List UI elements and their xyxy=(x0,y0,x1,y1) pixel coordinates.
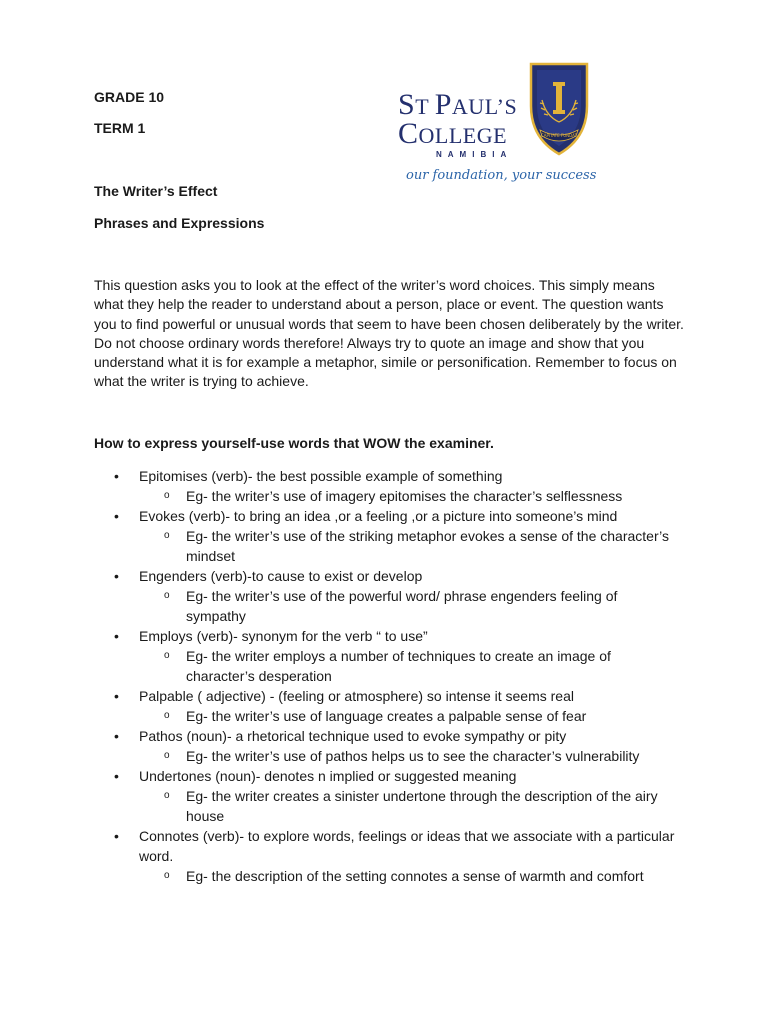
section-heading: How to express yourself-use words that WOW the examiner. xyxy=(94,435,494,451)
item-term: Palpable ( adjective) - (feeling or atmosphere) so intense it seems real xyxy=(139,688,574,704)
crest-motto: CAPITATE FUNDAT xyxy=(540,133,578,138)
item-term: Engenders (verb)-to cause to exist or develop xyxy=(139,568,423,584)
circle-bullet-icon: o xyxy=(164,790,170,801)
bullet-icon: • xyxy=(114,468,119,484)
item-example: Eg- the writer employs a number of techniques to create an image of character’s desperation xyxy=(186,648,611,684)
school-crest-icon xyxy=(528,60,590,156)
sub-item xyxy=(0,486,768,506)
circle-bullet-icon: o xyxy=(164,490,170,501)
item-term: Evokes (verb)- to bring an idea ,or a feeling ,or a picture into someone’s mind xyxy=(139,508,618,524)
sub-item xyxy=(0,746,768,766)
list-item xyxy=(0,826,768,886)
document-subtitle: Phrases and Expressions xyxy=(94,215,265,231)
term-heading: TERM 1 xyxy=(94,120,146,136)
sub-item xyxy=(0,586,768,626)
grade-heading: GRADE 10 xyxy=(94,89,165,105)
list-item xyxy=(0,566,768,626)
logo-name-line2: COLLEGE xyxy=(398,117,508,150)
bullet-icon: • xyxy=(114,508,119,524)
intro-paragraph: This question asks you to look at the effect of the writer’s word choices. This simply means what they help the reader to understand about a person, place or event. The question wants you to find powerful or unusual words that seem to have been chosen deliberately by the writer. Do not choose ordinary words therefore! Always try to quote an image and show that you understand what it is for example a metaphor, simile or personification. Remember to focus on what the writer is trying to achieve. xyxy=(94,277,684,390)
item-term: Epitomises (verb)- the best possible example of something xyxy=(139,468,503,484)
list-item xyxy=(0,466,768,506)
bullet-icon: • xyxy=(114,728,119,744)
sub-item xyxy=(0,786,768,826)
item-term: Pathos (noun)- a rhetorical technique used to evoke sympathy or pity xyxy=(139,728,567,744)
circle-bullet-icon: o xyxy=(164,530,170,541)
list-item xyxy=(0,626,768,686)
list-item xyxy=(0,686,768,726)
item-example: Eg- the writer’s use of pathos helps us to see the character’s vulnerability xyxy=(186,748,640,764)
item-term: Undertones (noun)- denotes n implied or suggested meaning xyxy=(139,768,517,784)
item-example: Eg- the writer’s use of language creates a palpable sense of fear xyxy=(186,708,587,724)
bullet-icon: • xyxy=(114,568,119,584)
item-example: Eg- the writer’s use of imagery epitomises the character’s selflessness xyxy=(186,488,623,504)
list-item xyxy=(0,506,768,566)
sub-item xyxy=(0,706,768,726)
list-item xyxy=(0,766,768,826)
list-item xyxy=(0,726,768,766)
circle-bullet-icon: o xyxy=(164,870,170,881)
circle-bullet-icon: o xyxy=(164,590,170,601)
item-example: Eg- the writer creates a sinister undertone through the description of the airy house xyxy=(186,788,658,824)
bullet-icon: • xyxy=(114,688,119,704)
circle-bullet-icon: o xyxy=(164,650,170,661)
item-example: Eg- the writer’s use of the striking metaphor evokes a sense of the character’s mindset xyxy=(186,528,669,564)
sub-item xyxy=(0,866,768,886)
bullet-icon: • xyxy=(114,828,119,844)
sub-item xyxy=(0,646,768,686)
bullet-icon: • xyxy=(114,628,119,644)
circle-bullet-icon: o xyxy=(164,750,170,761)
bullet-icon: • xyxy=(114,768,119,784)
item-example: Eg- the writer’s use of the powerful word/ phrase engenders feeling of sympathy xyxy=(186,588,618,624)
school-logo xyxy=(392,60,597,196)
vocabulary-list xyxy=(0,466,768,886)
logo-name-line1: ST PAUL’S xyxy=(398,88,518,121)
item-term: Employs (verb)- synonym for the verb “ to use” xyxy=(139,628,428,644)
sub-item xyxy=(0,526,768,566)
circle-bullet-icon: o xyxy=(164,710,170,721)
document-title: The Writer’s Effect xyxy=(94,183,218,199)
logo-country: NAMIBIA xyxy=(436,150,513,159)
item-example: Eg- the description of the setting connotes a sense of warmth and comfort xyxy=(186,868,644,884)
logo-tagline: our foundation, your success xyxy=(406,168,597,183)
item-term: Connotes (verb)- to explore words, feelings or ideas that we associate with a particular word. xyxy=(139,828,675,864)
